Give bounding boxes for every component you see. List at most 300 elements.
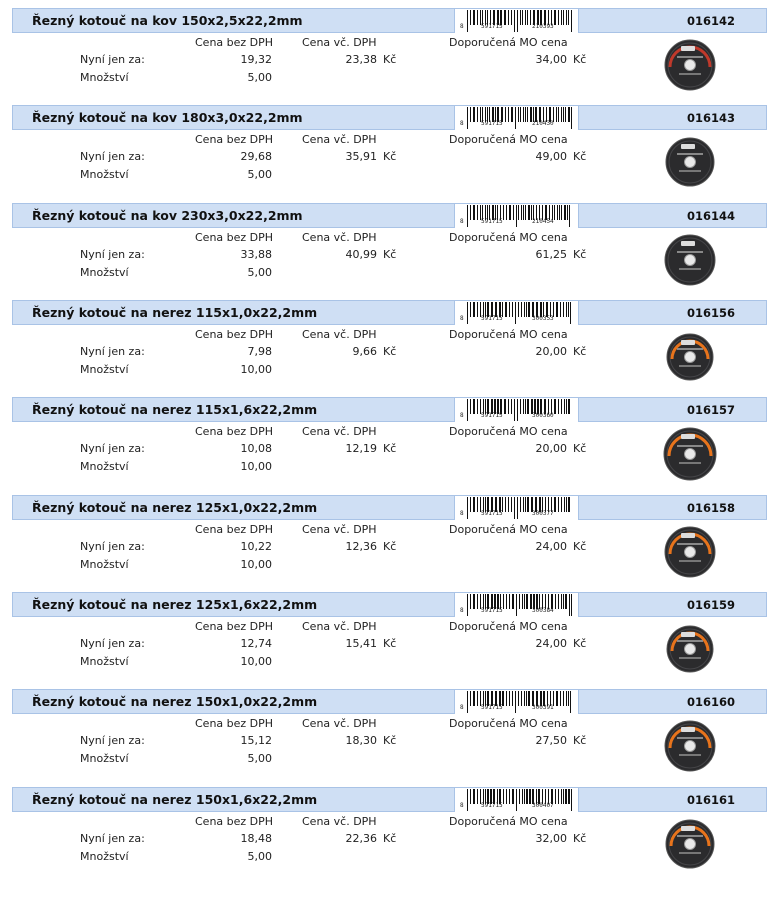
disc-hole [685,449,696,460]
currency-label: Kč [573,540,587,553]
column-header-price-rrp: Doporučená MO cena [449,231,568,244]
barcode-bar [523,205,524,220]
column-header-price-rrp: Doporučená MO cena [449,133,568,146]
column-header-price-gross: Cena vč. DPH [302,133,377,146]
label-quantity: Množství [80,266,129,279]
value-quantity: 5,00 [247,850,272,863]
barcode-digits-right: 300391 [532,704,554,711]
value-price-gross: 12,19 [345,442,377,455]
barcode-icon [454,106,579,130]
barcode-digits-right: 300407 [532,802,554,809]
column-header-price-rrp: Doporučená MO cena [449,36,568,49]
currency-label: Kč [383,345,397,358]
disc-text-line [679,560,701,562]
barcode-bar [508,10,509,25]
value-price-rrp: 20,00 [535,345,567,358]
column-header-price-net: Cena bez DPH [195,328,274,341]
column-header-price-rrp: Doporučená MO cena [449,815,568,828]
barcode-bar [565,594,567,609]
barcode-bar [509,594,510,609]
barcode-bar [473,107,475,122]
barcode-bar [525,10,526,25]
barcode-digit-prefix: 8 [460,607,464,614]
barcode-bar [556,691,558,706]
barcode-bar [473,205,475,220]
disc-text-line [679,852,701,854]
barcode-bar [477,399,478,414]
barcode-bar [470,691,471,706]
barcode-digits-left: 591715 [481,802,503,809]
value-price-net: 12,74 [240,637,272,650]
barcode-bar [568,10,569,25]
barcode-bar [528,302,530,317]
value-quantity: 10,00 [240,655,272,668]
currency-label: Kč [573,442,587,455]
barcode-bar [511,107,513,122]
product-header [12,397,767,422]
barcode-digits-left: 591715 [481,120,503,127]
value-price-gross: 22,36 [345,832,377,845]
barcode-bar [512,691,513,706]
barcode-bar [570,302,571,324]
barcode-bars [455,690,578,714]
barcode-bar [555,594,556,609]
product-header [12,689,767,714]
currency-label: Kč [383,540,397,553]
product-item [0,487,777,584]
product-title: Řezný kotouč na nerez 150x1,6x22,2mm [32,792,318,807]
currency-label: Kč [383,53,397,66]
barcode-bar [561,205,562,220]
barcode-bar [473,302,475,317]
barcode-bar [524,691,525,706]
barcode-bar [554,399,556,414]
disc-text-line [677,737,703,739]
value-price-net: 33,88 [240,248,272,261]
barcode-digit-prefix: 8 [460,315,464,322]
label-quantity: Množství [80,850,129,863]
barcode-bar [525,107,526,122]
barcode-bar [569,594,570,616]
disc-text-line [679,73,701,75]
barcode-bar [470,594,471,609]
barcode-bar [571,10,572,32]
value-quantity: 10,00 [240,460,272,473]
barcode-bar [503,205,504,220]
column-header-price-net: Cena bez DPH [195,133,274,146]
barcode-bar [561,399,562,414]
barcode-bar [506,205,507,220]
barcode-bar [518,107,519,122]
barcode-bar [517,497,518,519]
value-quantity: 5,00 [247,266,272,279]
barcode-digit-prefix: 8 [460,218,464,225]
barcode-digits-left: 591715 [481,218,503,225]
barcode-icon [454,398,579,422]
barcode-bar [506,789,507,804]
barcode-bar [568,691,569,706]
barcode-digits-right: 210430 [532,120,554,127]
barcode-bar [525,205,526,220]
value-price-rrp: 32,00 [535,832,567,845]
barcode-bar [560,302,561,317]
barcode-bar [571,594,572,616]
barcode-bar [565,107,566,122]
column-header-price-gross: Cena vč. DPH [302,425,377,438]
barcode-bar [517,399,518,421]
barcode-bar [518,205,519,220]
barcode-digit-prefix: 8 [460,412,464,419]
label-quantity: Množství [80,71,129,84]
currency-label: Kč [383,248,397,261]
barcode-bar [566,302,567,317]
label-quantity: Množství [80,168,129,181]
column-header-price-rrp: Doporučená MO cena [449,717,568,730]
barcode-bar [516,594,517,616]
barcode-bar [557,205,558,220]
disc-logo [681,727,695,732]
disc-text-line [677,153,703,155]
value-price-rrp: 61,25 [535,248,567,261]
barcode-digits-right: 300360 [532,412,554,419]
barcode-bar [508,497,509,512]
currency-label: Kč [573,150,587,163]
barcode-bar [515,107,516,129]
product-title: Řezný kotouč na nerez 125x1,0x22,2mm [32,500,318,515]
barcode-bar [477,10,478,25]
column-header-price-gross: Cena vč. DPH [302,815,377,828]
column-header-price-rrp: Doporučená MO cena [449,328,568,341]
value-price-gross: 40,99 [345,248,377,261]
barcode-icon [454,204,579,228]
product-header [12,592,767,617]
barcode-bar [560,691,561,706]
barcode-bar [568,497,570,512]
barcode-bar [477,594,478,609]
value-price-rrp: 27,50 [535,734,567,747]
barcode-bar [558,10,559,25]
label-now-only: Nyní jen za: [80,248,145,261]
barcode-digits-left: 591715 [481,23,503,30]
barcode-bar [467,10,468,32]
barcode-bar [509,205,511,220]
currency-label: Kč [573,734,587,747]
barcode-bar [515,302,516,324]
product-title: Řezný kotouč na kov 230x3,0x22,2mm [32,208,303,223]
barcode-bar [517,10,518,32]
column-header-price-net: Cena bez DPH [195,717,274,730]
barcode-bar [477,205,478,220]
disc-logo [681,434,695,439]
label-now-only: Nyní jen za: [80,150,145,163]
value-price-net: 18,48 [240,832,272,845]
barcode-bar [526,691,527,706]
barcode-bar [521,205,522,220]
barcode-bar [571,789,572,811]
barcode-bar [529,789,531,804]
barcode-bar [503,789,504,804]
barcode-bar [473,399,475,414]
barcode-bar [568,302,569,317]
column-header-price-gross: Cena vč. DPH [302,36,377,49]
disc-logo [681,241,695,246]
disc-text-line [679,657,701,659]
barcode-bar [504,10,506,25]
barcode-icon [454,788,579,812]
barcode-bar [470,497,471,512]
barcode-bar [569,205,570,227]
currency-label: Kč [573,345,587,358]
barcode-bar [559,205,560,220]
barcode-bar [467,789,468,811]
barcode-bar [555,789,556,804]
currency-label: Kč [383,734,397,747]
barcode-bar [567,205,568,220]
value-price-gross: 12,36 [345,540,377,553]
disc-text-line [679,754,701,756]
barcode-bar [525,399,526,414]
barcode-digits-right: 210454 [532,218,554,225]
barcode-digits-left: 591715 [481,412,503,419]
column-header-price-net: Cena bez DPH [195,36,274,49]
disc-logo [681,632,695,637]
product-code: 016158 [686,501,735,515]
disc-logo [681,533,695,538]
barcode-digits-left: 591715 [481,704,503,711]
barcode-bar [467,497,468,519]
barcode-bar [554,497,556,512]
value-quantity: 5,00 [247,168,272,181]
barcode-bar [563,691,564,706]
barcode-digits-right: 300377 [532,510,554,517]
barcode-digits-left: 591715 [481,510,503,517]
barcode-bars [455,788,578,812]
barcode-bar [508,399,509,414]
disc-text-line [677,835,703,837]
product-code: 016161 [686,793,735,807]
barcode-icon [454,593,579,617]
barcode-bar [528,691,530,706]
barcode-bar [473,497,475,512]
barcode-digit-prefix: 8 [460,704,464,711]
barcode-bars [455,398,578,422]
disc-hole [685,352,696,363]
barcode-bar [520,10,521,25]
value-price-gross: 18,30 [345,734,377,747]
barcode-bar [519,789,520,804]
barcode-bar [477,497,478,512]
barcode-bar [520,107,521,122]
barcode-bar [561,594,562,609]
label-quantity: Množství [80,558,129,571]
product-code: 016142 [686,14,735,28]
barcode-bar [512,594,514,609]
column-header-price-rrp: Doporučená MO cena [449,523,568,536]
barcode-icon [454,301,579,325]
barcode-digits-right: 300384 [532,607,554,614]
barcode-bar [524,789,525,804]
barcode-bar [523,107,524,122]
barcode-bar [470,10,471,25]
barcode-bar [522,10,523,25]
product-header [12,300,767,325]
barcode-bar [558,594,559,609]
product-item [0,0,777,97]
disc-text-line [679,462,701,464]
barcode-bars [455,496,578,520]
barcode-bar [558,399,559,414]
label-now-only: Nyní jen za: [80,442,145,455]
barcode-bar [511,10,512,25]
value-quantity: 5,00 [247,752,272,765]
product-code: 016143 [686,111,735,125]
barcode-bar [571,107,572,129]
barcode-bar [525,497,526,512]
barcode-bar [506,691,507,706]
value-price-gross: 9,66 [352,345,377,358]
product-code: 016144 [686,209,735,223]
label-quantity: Množství [80,460,129,473]
barcode-bar [477,789,478,804]
value-quantity: 10,00 [240,558,272,571]
barcode-bar [568,789,570,804]
cutting-disc-icon [656,134,720,190]
value-price-gross: 15,41 [345,637,377,650]
barcode-bar [508,107,509,122]
barcode-bar [470,399,471,414]
barcode-bar [512,302,513,317]
barcode-bar [512,789,514,804]
product-code: 016160 [686,695,735,709]
barcode-bar [509,302,510,317]
currency-label: Kč [573,637,587,650]
barcode-bar [518,691,519,706]
barcode-bar [566,497,567,512]
barcode-digit-prefix: 8 [460,510,464,517]
barcode-bar [505,497,506,512]
barcode-bar [566,691,567,706]
cutting-disc-icon [656,329,720,385]
barcode-bar [523,497,524,512]
barcode-bar [519,594,520,609]
barcode-bar [473,789,475,804]
column-header-price-net: Cena bez DPH [195,523,274,536]
label-now-only: Nyní jen za: [80,734,145,747]
disc-logo [681,46,695,51]
value-price-rrp: 24,00 [535,540,567,553]
barcode-digit-prefix: 8 [460,120,464,127]
disc-hole [685,547,696,558]
product-item [0,195,777,292]
product-header [12,105,767,130]
product-title: Řezný kotouč na nerez 115x1,0x22,2mm [32,305,318,320]
disc-hole [685,741,696,752]
product-title: Řezný kotouč na kov 150x2,5x22,2mm [32,13,303,28]
barcode-bar [526,302,527,317]
barcode-bar [561,789,562,804]
barcode-bar [565,789,567,804]
barcode-bar [515,691,516,713]
barcode-bars [455,106,578,130]
product-item [0,97,777,194]
barcode-bar [558,789,559,804]
value-price-net: 19,32 [240,53,272,66]
currency-label: Kč [573,832,587,845]
currency-label: Kč [383,832,397,845]
column-header-price-gross: Cena vč. DPH [302,231,377,244]
barcode-bar [556,107,557,122]
barcode-bar [554,205,555,220]
barcode-bar [467,691,468,713]
barcode-bar [564,497,565,512]
disc-logo [681,144,695,149]
barcode-digits-left: 591715 [481,607,503,614]
barcode-bar [506,594,507,609]
barcode-bar [470,205,471,220]
barcode-bar [514,10,515,32]
label-now-only: Nyní jen za: [80,53,145,66]
barcode-digits-left: 591715 [481,315,503,322]
barcode-bar [566,10,567,25]
column-header-price-net: Cena bez DPH [195,620,274,633]
barcode-bar [511,399,512,414]
disc-text-line [679,268,701,270]
barcode-bar [511,497,512,512]
label-now-only: Nyní jen za: [80,637,145,650]
barcode-bar [564,399,565,414]
product-title: Řezný kotouč na nerez 115x1,6x22,2mm [32,402,318,417]
product-item [0,584,777,681]
disc-hole [685,839,696,850]
barcode-bars [455,593,578,617]
product-code: 016156 [686,306,735,320]
column-header-price-gross: Cena vč. DPH [302,523,377,536]
barcode-bar [530,10,531,25]
product-title: Řezný kotouč na kov 180x3,0x22,2mm [32,110,303,125]
column-header-price-net: Cena bez DPH [195,231,274,244]
barcode-bar [524,302,525,317]
value-price-net: 15,12 [240,734,272,747]
value-price-net: 10,22 [240,540,272,553]
barcode-digits-right: 210393 [532,23,554,30]
barcode-bars [455,204,578,228]
cutting-disc-icon [656,718,720,774]
product-item [0,681,777,778]
barcode-icon [454,690,579,714]
label-now-only: Nyní jen za: [80,345,145,358]
label-now-only: Nyní jen za: [80,540,145,553]
column-header-price-rrp: Doporučená MO cena [449,425,568,438]
cutting-disc-icon [656,816,720,872]
column-header-price-gross: Cena vč. DPH [302,620,377,633]
disc-text-line [677,348,703,350]
disc-hole [685,644,696,655]
label-quantity: Množství [80,655,129,668]
product-header [12,8,767,33]
barcode-bar [467,302,468,324]
barcode-bar [522,594,523,609]
barcode-bar [524,594,525,609]
barcode-bar [570,691,571,713]
barcode-bar [523,399,524,414]
disc-text-line [677,56,703,58]
column-header-price-gross: Cena vč. DPH [302,328,377,341]
label-quantity: Množství [80,363,129,376]
value-price-net: 7,98 [247,345,272,358]
product-item [0,389,777,486]
barcode-bar [561,497,562,512]
product-title: Řezný kotouč na nerez 125x1,6x22,2mm [32,597,318,612]
